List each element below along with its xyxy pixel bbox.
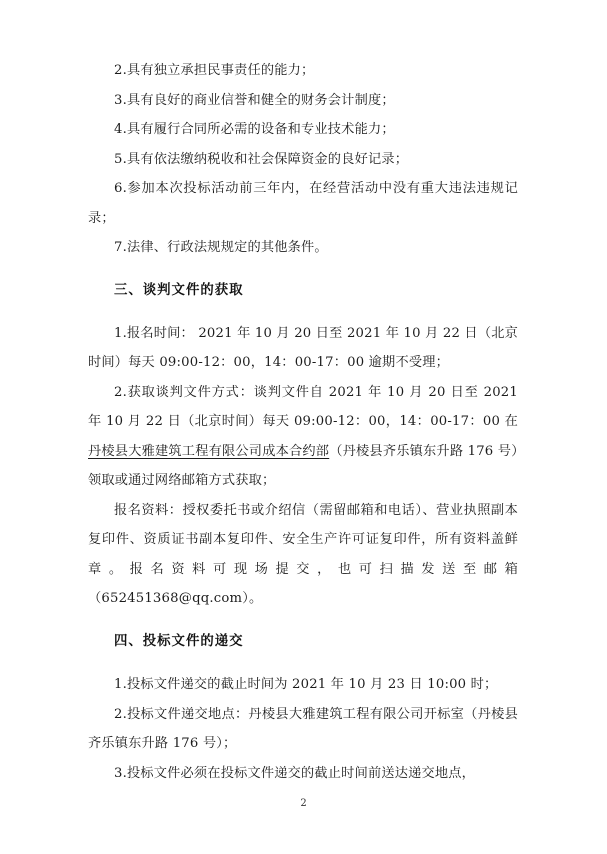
text-segment-plain-1: 2.获取谈判文件方式：谈判文件自 2021 年 10 月 20 日至 2021 年 10 月 22 日（北京时间）每天 09:00-12：00，14：00-17：00 在 bbox=[88, 384, 518, 430]
paragraph-submission-deadline: 1.投标文件递交的截止时间为 2021 年 10 月 23 日 10:00 时； bbox=[114, 677, 498, 693]
text-segment-plain-2: （丹棱县齐乐镇东升路 176 号）领取或通过网络邮箱方式获取； bbox=[88, 443, 518, 489]
section-heading-three: 三、谈判文件的获取 bbox=[114, 281, 244, 298]
paragraph-item-2: 2.具有独立承担民事责任的能力； bbox=[114, 63, 315, 78]
paragraph-item-3: 3.具有良好的商业信誉和健全的财务会计制度； bbox=[114, 92, 395, 108]
paragraph-document-acquisition bbox=[88, 378, 518, 496]
paragraph-item-5: 5.具有依法缴纳税收和社会保障资金的良好记录； bbox=[114, 151, 409, 167]
page-number: 2 bbox=[300, 798, 307, 809]
paragraph-submission-location: 2.投标文件递交地点：丹棱县大雅建筑工程有限公司开标室（丹棱县齐乐镇东升路 176 号）； bbox=[88, 706, 518, 752]
paragraph-item-6: 6.参加本次投标活动前三年内，在经营活动中没有重大违法违规记录； bbox=[88, 181, 518, 226]
paragraph-registration-materials: 报名资料：授权委托书或介绍信（需留邮箱和电话）、营业执照副本复印件、资质证书副本复印件、安全生产许可证复印件，所有资料盖鲜章。报名资料可现场提交，也可扫描发送至邮箱（652451368@qq.com）。 bbox=[88, 502, 518, 607]
paragraph-item-7: 7.法律、行政法规规定的其他条件。 bbox=[114, 240, 328, 255]
paragraph-item-4: 4.具有履行合同所必需的设备和专业技术能力； bbox=[114, 122, 395, 137]
document-body bbox=[88, 56, 518, 788]
section-heading-four: 四、投标文件的递交 bbox=[114, 633, 244, 650]
paragraph-submission-requirement: 3.投标文件必须在投标文件递交的截止时间前送达递交地点， bbox=[114, 765, 476, 781]
text-segment-underlined: 丹棱县大雅建筑工程有限公司成本合约部 bbox=[88, 443, 330, 459]
paragraph-registration-time: 1.报名时间： 2021 年 10 月 20 日至 2021 年 10 月 22 日（北京时间）每天 09:00-12：00，14：00-17：00 逾期不受理； bbox=[88, 325, 518, 371]
